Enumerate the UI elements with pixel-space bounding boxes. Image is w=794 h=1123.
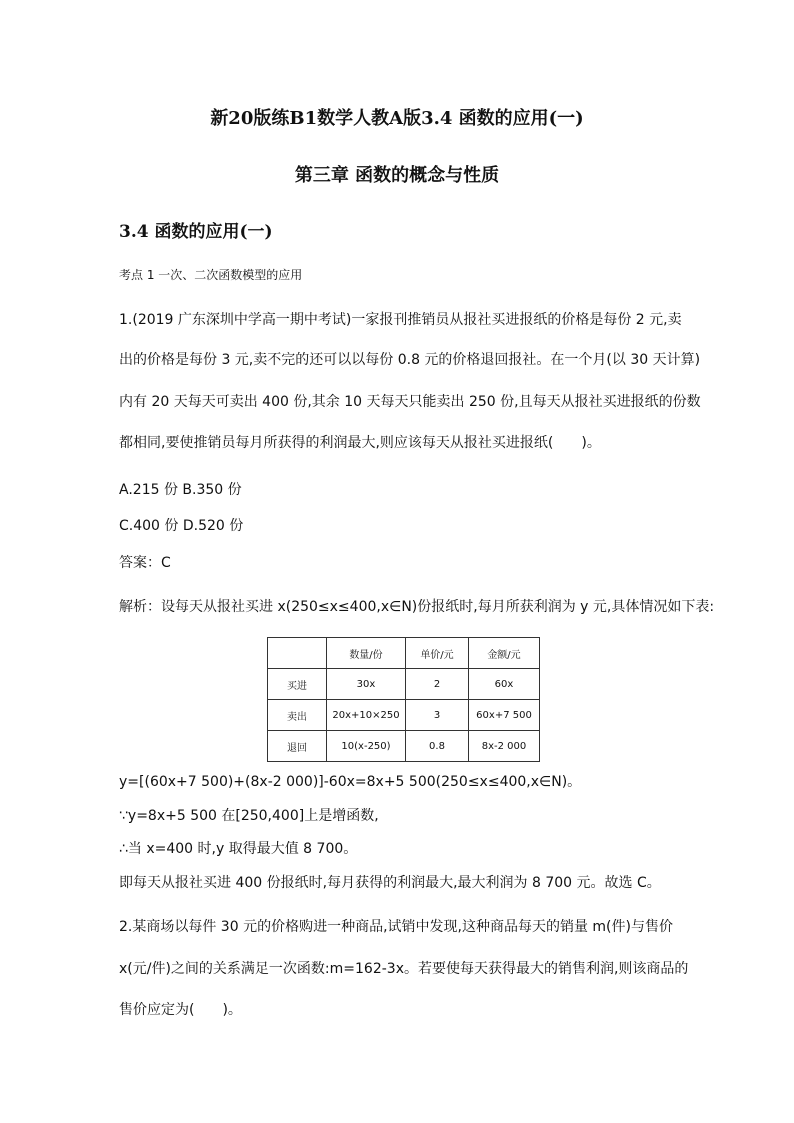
table-row: [268, 700, 540, 731]
table-cell: 买进: [268, 669, 327, 700]
table-cell: 卖出: [268, 700, 327, 731]
table-cell: 20x+10×250: [327, 700, 406, 731]
question-1-answer: 答案：C: [119, 555, 171, 571]
solution-line-1: y=[(60x+7 500)+(8x-2 000)]-60x=8x+5 500(250≤x≤400,x∈N)。: [119, 774, 582, 790]
question-2-line-3: 售价应定为( )。: [119, 1002, 242, 1018]
question-1-analysis: 解析：设每天从报社买进 x(250≤x≤400,x∈N)份报纸时,每月所获利润为 y 元,具体情况如下表:: [119, 599, 715, 615]
table-cell: 0.8: [406, 731, 469, 762]
table-row: [268, 669, 540, 700]
table-cell: 金额/元: [469, 638, 540, 669]
chapter-heading: 第三章 函数的概念与性质: [294, 165, 500, 186]
table-cell: 10(x-250): [327, 731, 406, 762]
table-cell: 8x-2 000: [469, 731, 540, 762]
table-cell: 单价/元: [406, 638, 469, 669]
question-2-line-1: 2.某商场以每件 30 元的价格购进一种商品,试销中发现,这种商品每天的销量 m(件)与售价: [119, 919, 673, 935]
solution-line-3: ∴当 x=400 时,y 取得最大值 8 700。: [119, 841, 358, 857]
question-1-line-4: 都相同,要使推销员每月所获得的利润最大,则应该每天从报社买进报纸( )。: [119, 435, 601, 451]
table-row: [268, 731, 540, 762]
table-cell: 2: [406, 669, 469, 700]
topic-label: 考点 1 一次、二次函数模型的应用: [119, 268, 303, 282]
question-1-options-cd: C.400 份 D.520 份: [119, 518, 244, 534]
table-cell: [268, 638, 327, 669]
solution-line-2: ∵y=8x+5 500 在[250,400]上是增函数,: [119, 808, 379, 824]
table-cell: 60x+7 500: [469, 700, 540, 731]
table-cell: 退回: [268, 731, 327, 762]
table-cell: 60x: [469, 669, 540, 700]
question-1-line-3: 内有 20 天每天可卖出 400 份,其余 10 天每天只能卖出 250 份,且每天从报社买进报纸的份数: [119, 394, 701, 410]
data-table: [267, 637, 540, 762]
table-cell: 3: [406, 700, 469, 731]
section-heading: 3.4 函数的应用(一): [119, 222, 273, 242]
solution-line-4: 即每天从报社买进 400 份报纸时,每月获得的利润最大,最大利润为 8 700 元。故选 C。: [119, 875, 661, 891]
question-1-line-1: 1.(2019 广东深圳中学高一期中考试)一家报刊推销员从报社买进报纸的价格是每份 2 元,卖: [119, 312, 682, 328]
table-cell: 数量/份: [327, 638, 406, 669]
table-cell: 30x: [327, 669, 406, 700]
question-2-line-2: x(元/件)之间的关系满足一次函数:m=162-3x。若要使每天获得最大的销售利润,则该商品的: [119, 961, 689, 977]
table-header-row: [268, 638, 540, 669]
question-1-line-2: 出的价格是每份 3 元,卖不完的还可以以每份 0.8 元的价格退回报社。在一个月(以 30 天计算): [119, 352, 701, 368]
question-1-options-ab: A.215 份 B.350 份: [119, 482, 242, 498]
document-title: 新20版练B1数学人教A版3.4 函数的应用(一): [210, 108, 584, 129]
